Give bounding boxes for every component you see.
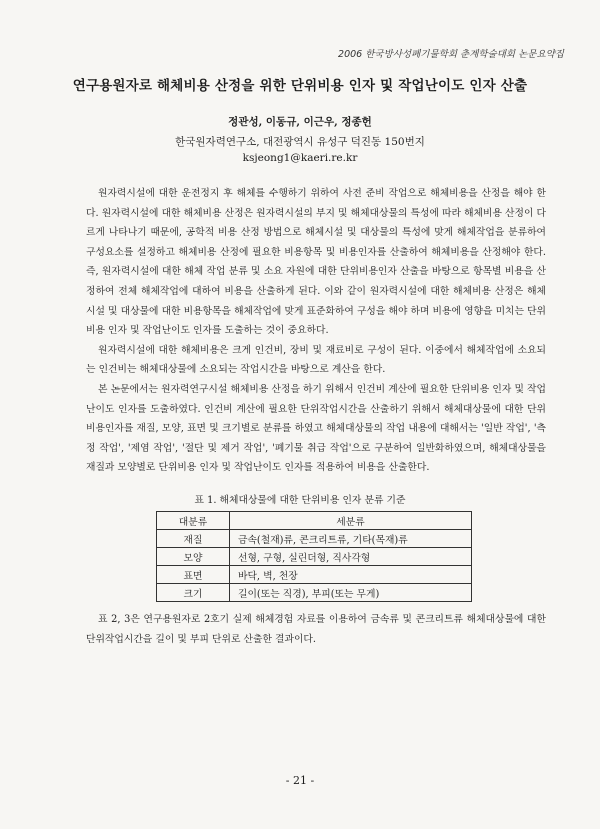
paper-title: 연구용원자로 해체비용 산정을 위한 단위비용 인자 및 작업난이도 인자 산출 bbox=[72, 78, 528, 94]
author-email: ksjeong1@kaeri.re.kr bbox=[242, 152, 358, 164]
closing-paragraph: 표 2, 3은 연구용원자로 2호기 실제 해체경험 자료를 이용하여 금속류 및 콘크리트류 해체대상물에 대한 단위작업시간을 길이 및 부피 단위로 산출한 결과이다. bbox=[86, 614, 546, 645]
paragraph-3: 본 논문에서는 원자력연구시설 해체비용 산정을 하기 위해서 인건비 계산에 필요한 단위비용 인자 및 작업난이도 인자를 도출하였다. 인건비 계산에 필요한 단위작업시간을 산출하기 위해서 해체대상물에 대한 단위비용인자를 재질, 모양, 표면 및 크기별로 분류를 하였고 해체대상물의 작업 내용에 대해서는 '일반 작업', '측정 작업', '제염 작업', '절단 및 제거 작업', '폐기물 취급 작업'으로 구분하여 일반화하였으며, 해체대상물을 재질과 모양별로 단위비용 인자 및 작업난이도 인자를 적용하여 비용을 산출한다. bbox=[86, 383, 546, 474]
paragraph-2: 원자력시설에 대한 해체비용은 크게 인건비, 장비 및 재료비로 구성이 된다. 이중에서 해체작업에 소요되는 인건비는 해체대상물에 소요되는 작업시간을 바탕으로 계산을 한다. bbox=[86, 344, 546, 376]
table-header-cell: 대분류 bbox=[157, 512, 230, 530]
closing-text bbox=[86, 610, 546, 649]
table-cell-category: 모양 bbox=[157, 548, 230, 566]
body-text bbox=[86, 184, 546, 478]
table-cell-subcategory: 선형, 구형, 실린더형, 직사각형 bbox=[230, 548, 472, 566]
classification-table bbox=[156, 511, 472, 602]
table-row bbox=[157, 584, 472, 602]
author-list: 정관성, 이동규, 이근우, 정종헌 bbox=[228, 116, 372, 128]
running-header: 2006 한국방사성폐기물학회 춘계학술대회 논문요약집 bbox=[338, 49, 564, 60]
table-header-row bbox=[157, 512, 472, 530]
table-header-cell: 세분류 bbox=[230, 512, 472, 530]
affiliation: 한국원자력연구소, 대전광역시 유성구 덕진동 150번지 bbox=[175, 136, 425, 148]
table-row bbox=[157, 530, 472, 548]
table-cell-category: 크기 bbox=[157, 584, 230, 602]
table-row bbox=[157, 566, 472, 584]
paragraph-1: 원자력시설에 대한 운전정지 후 해체를 수행하기 위하여 사전 준비 작업으로 해체비용을 산정을 해야 한다. 원자력시설에 대한 해체비용 산정은 원자력시설의 부지 및 해체대상물의 특성에 따라 해체비용 산정이 다르게 나타나기 때문에, 공학적 비용 산정 방법으로 해체시설 및 대상물의 특성에 맞게 해체작업을 분류하여 구성요소를 설정하고 해체비용 산정에 필요한 비용항목 및 비용인자를 산출하여 해체비용을 산정해야 한다. 즉, 원자력시설에 대한 해체 작업 분류 및 소요 자원에 대한 단위비용인자 산출을 바탕으로 항목별 비용을 산정하여 전체 해체작업에 대하여 비용을 산출하게 된다. 이와 같이 원자력시설에 대한 해체비용 산정은 해체 시설 및 대상물에 대한 비용항목을 해체작업에 맞게 표준화하여 구성을 해야 하며 비용에 영향을 미치는 단위비용 인자 및 작업난이도 인자를 도출하는 것이 중요하다. bbox=[86, 188, 547, 337]
table-cell-subcategory: 길이(또는 직경), 부피(또는 무게) bbox=[230, 584, 472, 602]
table-cell-category: 재질 bbox=[157, 530, 230, 548]
table-cell-subcategory: 금속(철재)류, 콘크리트류, 기타(목재)류 bbox=[230, 530, 472, 548]
table-row bbox=[157, 548, 472, 566]
table-cell-subcategory: 바닥, 벽, 천장 bbox=[230, 566, 472, 584]
table-cell-category: 표면 bbox=[157, 566, 230, 584]
table-caption: 표 1. 해체대상물에 대한 단위비용 인자 분류 기준 bbox=[194, 495, 406, 506]
page-number: - 21 - bbox=[285, 774, 315, 787]
